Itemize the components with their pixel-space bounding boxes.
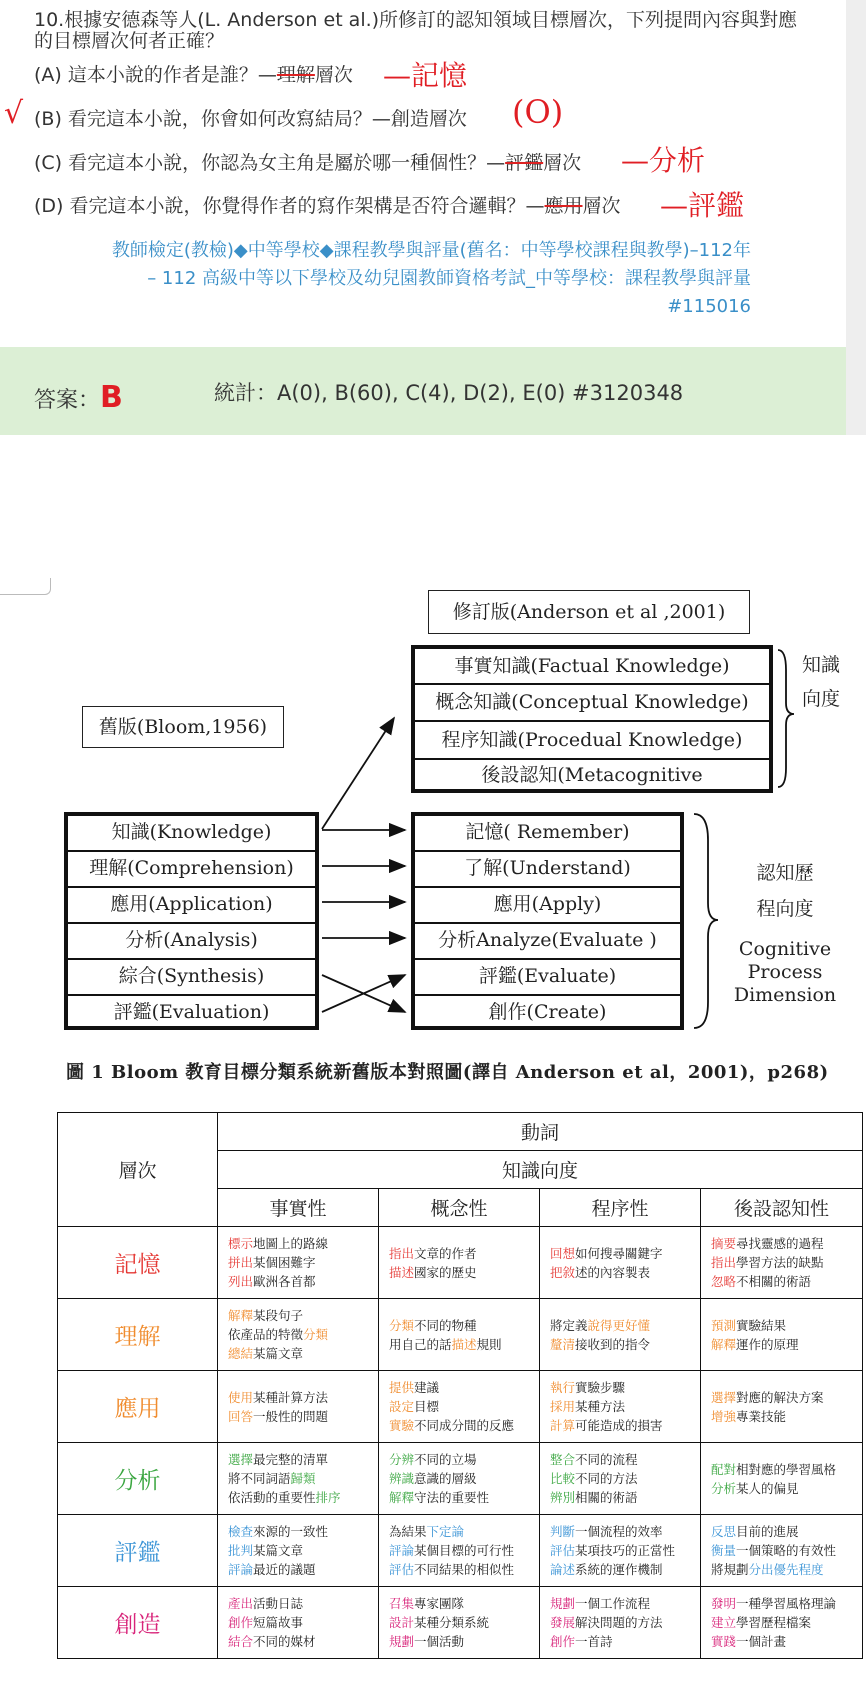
source-line-2[interactable]: – 112 高級中等以下學校及幼兒園教師資格考試_中等學校：課程教學與評量 bbox=[147, 268, 751, 289]
handwritten-note-c: —分析 bbox=[621, 144, 706, 177]
option-d: (D) 看完這本小說，你覺得作者的寫作架構是否符合邏輯？—應用層次 bbox=[34, 195, 621, 217]
verb-cell: 執行實驗步驟 採用某種方法 計算可能造成的損害 bbox=[540, 1371, 701, 1443]
verb-cell: 標示地圖上的路線 拼出某個困難字 列出歐洲各首都 bbox=[218, 1227, 379, 1299]
handwritten-note-d: —評鑑 bbox=[660, 189, 745, 222]
verb-cell: 選擇最完整的清單 將不同詞語歸類 依活動的重要性排序 bbox=[218, 1443, 379, 1515]
verb-cell: 提供建議 設定目標 實驗不同成分間的反應 bbox=[379, 1371, 540, 1443]
diagram-arrows bbox=[0, 590, 866, 1090]
table-body bbox=[58, 1227, 863, 1659]
table-row bbox=[58, 1587, 863, 1659]
check-mark: √ bbox=[4, 96, 24, 131]
column-header: 後設認知性 bbox=[701, 1189, 863, 1227]
handwritten-note-b: (O) bbox=[512, 93, 564, 131]
question-text: 10.根據安德森等人(L. Anderson et al.)所修訂的認知領域目標層次，下列提問內容與對應的目標層次何者正確？ bbox=[34, 9, 798, 52]
verb-cell: 選擇對應的解決方案 增強專業技能 bbox=[701, 1371, 863, 1443]
new-item: 應用(Apply) bbox=[415, 888, 680, 924]
knowledge-dim-label-2: 向度 bbox=[801, 688, 840, 710]
level-label: 分析 bbox=[58, 1443, 218, 1515]
source-line-3[interactable]: #115016 bbox=[667, 296, 751, 317]
cognitive-en-1: Cognitive bbox=[738, 938, 832, 960]
old-item: 知識(Knowledge) bbox=[68, 816, 315, 852]
column-header: 概念性 bbox=[379, 1189, 540, 1227]
new-item: 記憶( Remember) bbox=[415, 816, 680, 852]
verb-cell: 為結果下定論 評論某個目標的可行性 評估不同結果的相似性 bbox=[379, 1515, 540, 1587]
scrollbar[interactable] bbox=[846, 0, 866, 435]
old-item: 應用(Application) bbox=[68, 888, 315, 924]
source-line-1[interactable]: 教師檢定(教檢)◆中等學校◆課程教學與評量(舊名：中等學校課程與教學)–112年 bbox=[111, 240, 751, 261]
cognitive-label-1: 認知歷 bbox=[756, 862, 814, 884]
answer-bar bbox=[0, 347, 846, 435]
cognitive-en-2: Process bbox=[747, 961, 823, 983]
new-item: 分析Analyze(Evaluate ) bbox=[415, 924, 680, 960]
verb-cell: 預測實驗結果 解釋運作的原理 bbox=[701, 1299, 863, 1371]
new-item: 創作(Create) bbox=[488, 1001, 607, 1023]
old-title: 舊版(Bloom,1956) bbox=[82, 706, 284, 748]
answer-value: B bbox=[100, 380, 123, 415]
header-verb: 動詞 bbox=[218, 1113, 863, 1151]
knowledge-item: 事實知識(Factual Knowledge) bbox=[415, 649, 769, 685]
column-header: 程序性 bbox=[540, 1189, 701, 1227]
cognitive-en-3: Dimension bbox=[733, 984, 837, 1006]
level-label: 評鑑 bbox=[58, 1515, 218, 1587]
option-b: (B) 看完這本小說，你會如何改寫結局？—創造層次 bbox=[34, 108, 467, 130]
verb-cell: 指出文章的作者 描述國家的歷史 bbox=[379, 1227, 540, 1299]
verb-cell: 產出活動日誌 創作短篇故事 結合不同的媒材 bbox=[218, 1587, 379, 1659]
table-row bbox=[58, 1227, 863, 1299]
option-a: (A) 這本小說的作者是誰？—理解層次 bbox=[34, 64, 353, 86]
level-label: 應用 bbox=[58, 1371, 218, 1443]
verb-cell: 回想如何搜尋關鍵字 把敘述的內容製表 bbox=[540, 1227, 701, 1299]
knowledge-item: 概念知識(Conceptual Knowledge) bbox=[415, 685, 769, 722]
verb-cell: 解釋某段句子 依產品的特徵分類 總結某篇文章 bbox=[218, 1299, 379, 1371]
verb-cell: 判斷一個流程的效率 評估某項技巧的正當性 論述系統的運作機制 bbox=[540, 1515, 701, 1587]
old-item: 評鑑(Evaluation) bbox=[113, 1001, 270, 1023]
revised-title: 修訂版(Anderson et al ,2001) bbox=[428, 590, 750, 634]
figure-caption: 圖 1 Bloom 教育目標分類系統新舊版本對照圖(譯自 Anderson et al，2001)，p268) bbox=[66, 1062, 829, 1083]
answer-stats: 統計：A(0), B(60), C(4), D(2), E(0) #3120348 bbox=[214, 381, 684, 405]
old-item: 分析(Analysis) bbox=[68, 924, 315, 960]
new-item: 了解(Understand) bbox=[415, 852, 680, 888]
verb-cell: 規劃一個工作流程 發展解決問題的方法 創作一首詩 bbox=[540, 1587, 701, 1659]
bloom-diagram bbox=[0, 590, 866, 1090]
verb-cell: 摘要尋找靈感的過程 指出學習方法的缺點 忽略不相關的術語 bbox=[701, 1227, 863, 1299]
table-row bbox=[58, 1515, 863, 1587]
verb-cell: 反思目前的進展 衡量一個策略的有效性 將規劃分出優先程度 bbox=[701, 1515, 863, 1587]
verb-cell: 召集專家團隊 設計某種分類系統 規劃一個活動 bbox=[379, 1587, 540, 1659]
verb-cell: 將定義說得更好懂 釐清接收到的指令 bbox=[540, 1299, 701, 1371]
level-label: 創造 bbox=[58, 1587, 218, 1659]
old-item: 綜合(Synthesis) bbox=[68, 960, 315, 996]
table-row bbox=[58, 1443, 863, 1515]
handwritten-note-a: —記憶 bbox=[383, 59, 468, 92]
option-c: (C) 看完這本小說，你認為女主角是屬於哪一種個性？—評鑑層次 bbox=[34, 152, 582, 174]
verb-cell: 使用某種計算方法 回答一般性的問題 bbox=[218, 1371, 379, 1443]
level-label: 記憶 bbox=[58, 1227, 218, 1299]
verb-cell: 檢查來源的一致性 批判某篇文章 評論最近的議題 bbox=[218, 1515, 379, 1587]
header-level: 層次 bbox=[58, 1113, 218, 1227]
new-item: 評鑑(Evaluate) bbox=[415, 960, 680, 996]
knowledge-dim-label-1: 知識 bbox=[801, 654, 840, 676]
knowledge-item: 後設認知(Metacognitive bbox=[481, 764, 703, 786]
table-row bbox=[58, 1371, 863, 1443]
header-knowledge-dimension: 知識向度 bbox=[218, 1151, 863, 1189]
verb-cell: 分辨不同的立場 辨識意識的層級 解釋守法的重要性 bbox=[379, 1443, 540, 1515]
verb-cell: 發明一種學習風格理論 建立學習歷程檔案 實踐一個計畫 bbox=[701, 1587, 863, 1659]
old-item: 理解(Comprehension) bbox=[68, 852, 315, 888]
knowledge-item: 程序知識(Procedual Knowledge) bbox=[415, 722, 769, 760]
level-label: 理解 bbox=[58, 1299, 218, 1371]
verb-cell: 分類不同的物種 用自己的話描述規則 bbox=[379, 1299, 540, 1371]
verb-cell: 整合不同的流程 比較不同的方法 辨別相關的術語 bbox=[540, 1443, 701, 1515]
table-row bbox=[58, 1299, 863, 1371]
answer-label: 答案：B bbox=[34, 380, 123, 415]
column-header: 事實性 bbox=[218, 1189, 379, 1227]
cognitive-label-2: 程向度 bbox=[756, 898, 814, 920]
bloom-verb-table bbox=[57, 1112, 863, 1659]
verb-cell: 配對相對應的學習風格 分析某人的偏見 bbox=[701, 1443, 863, 1515]
